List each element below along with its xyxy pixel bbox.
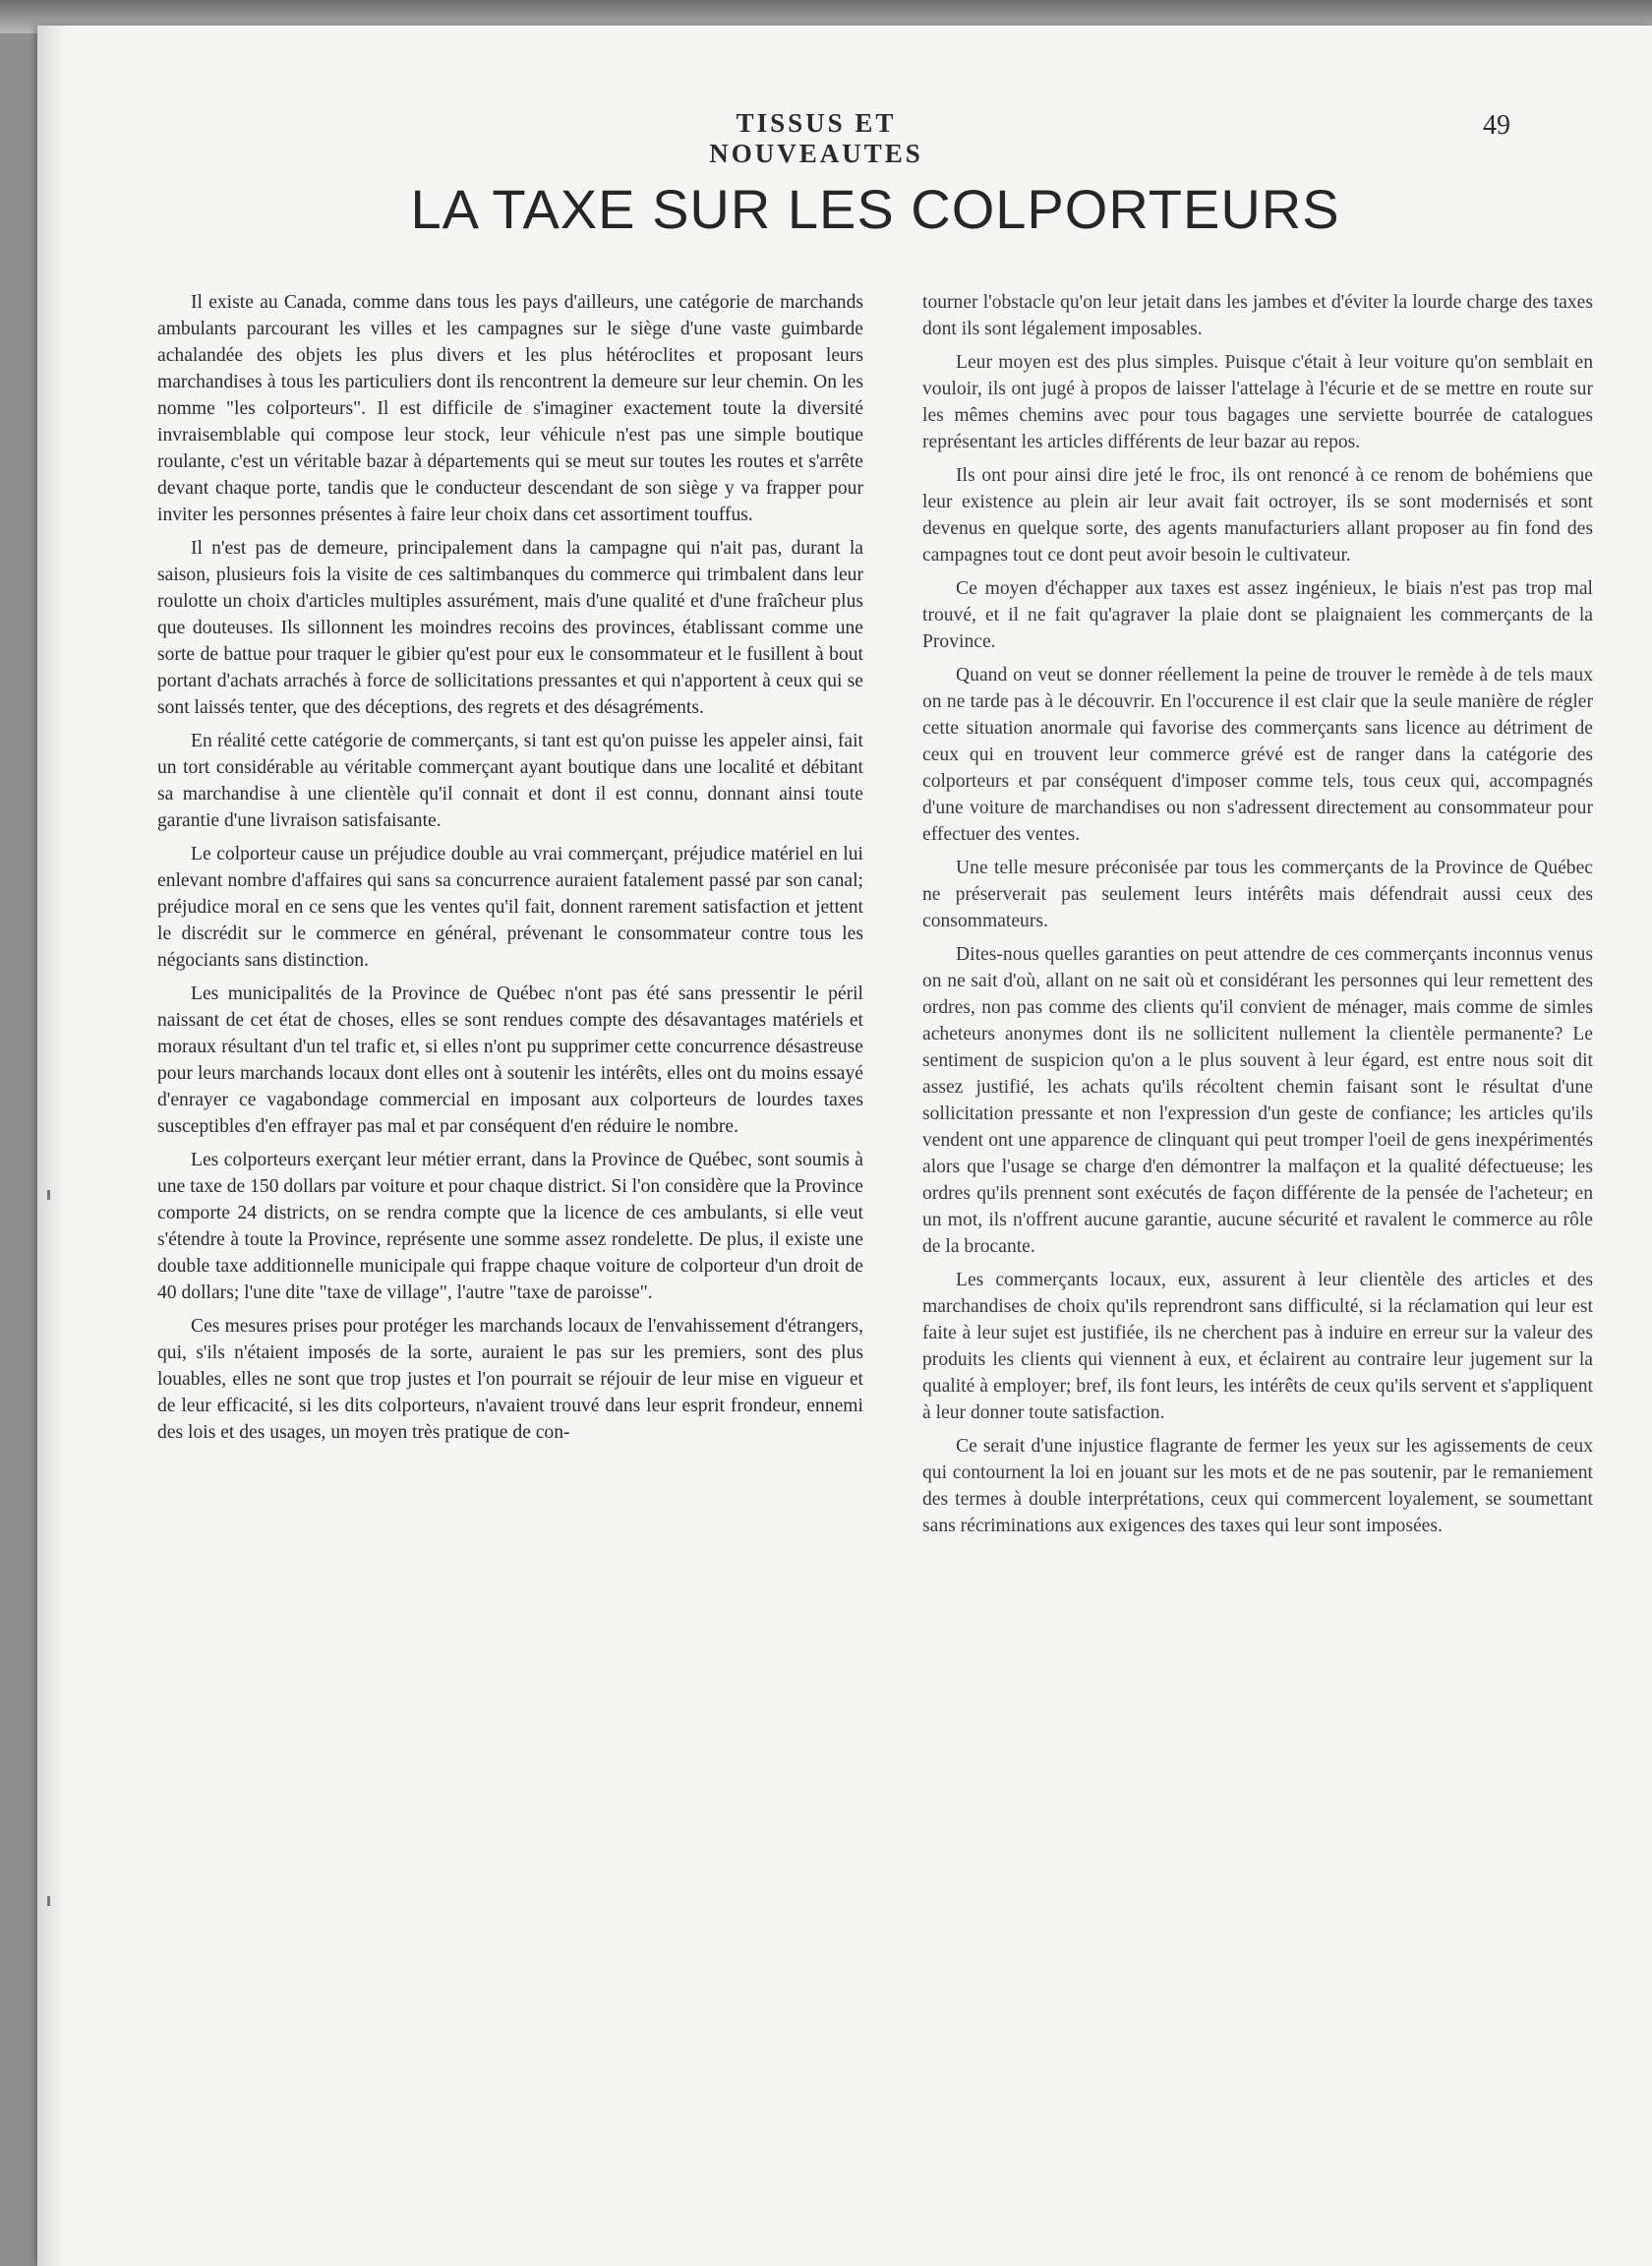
paragraph: Dites-nous quelles garanties on peut attendre de ces commerçants inconnus venus on ne sait d'où, allant on ne sait où et considérant les personnes qui leur remettent des ordres, non pas comme des clients qu'il convient de ménager, mais comme de simles acheteurs anonymes dont ils ne sollicitent nullement la clientèle permanente? Le sentiment de suspicion qu'on a le plus souvent à leur égard, est entre nous soit dit assez justifié, les achats qu'ils récoltent chemin faisant sont le résultat d'une sollicitation pressante et non l'expression d'un geste de confiance; les articles qu'ils vendent ont une apparence de clinquant qui peut tromper l'oeil de gens inexpérimentés alors que l'usage se charge d'en démontrer la malfaçon et la qualité défectueuse; les ordres qu'ils prennent sont exécutés de façon différente de la pensée de l'acheteur; en un mot, ils n'offrent aucune garantie, aucune sécurité et ravalent le commerce au rôle de la brocante. xyxy=(922,944,1593,1257)
paragraph: En réalité cette catégorie de commerçants, si tant est qu'on puisse les appeler ainsi, fait un tort considérable au véritable commerçant ayant boutique dans une localité et débitant sa marchandise à une clientèle qu'il connait et dont il est connu, donnant ainsi toute garantie d'une livraison satisfaisante. xyxy=(157,731,863,831)
page-gutter-shadow xyxy=(37,26,65,2266)
page-number: 49 xyxy=(1483,110,1510,141)
paragraph: Ils ont pour ainsi dire jeté le froc, ils ont renoncé à ce renom de bohémiens que leur existence au plein air leur avait fait octroyer, ils se sont modernisés et sont devenus en quelque sorte, des agents manufacturiers allant proposer au fin fond des campagnes tout ce dont peut avoir besoin le cultivateur. xyxy=(922,465,1593,566)
article-body xyxy=(157,289,1593,2236)
paragraph: Leur moyen est des plus simples. Puisque c'était à leur voiture qu'on semblait en vouloir, ils ont jugé à propos de laisser l'attelage à l'écurie et de se mettre en route sur les mêmes chemins avec pour tous bagages une serviette bourrée de catalogues représentant les articles différents de leur bazar au repos. xyxy=(922,352,1593,452)
paragraph: Il existe au Canada, comme dans tous les pays d'ailleurs, une catégorie de marchands ambulants parcourant les villes et les campagnes sur le siège d'une vaste guimbarde achalandée des objets les plus divers et les plus hétéroclites et proposant leurs marchandises à tous les particuliers dont ils rencontrent la demeure sur leur chemin. On les nomme "les colporteurs". Il est difficile de s'imaginer exactement toute la diversité invraisemblable qui compose leur stock, leur véhicule n'est pas une simple boutique roulante, c'est un véritable bazar à départements qui se meut sur toutes les routes et s'arrête devant chaque porte, tandis que le conducteur descendant de son siège y va frapper pour inviter les personnes présentes à faire leur choix dans cet assortiment touffus. xyxy=(157,292,863,525)
paragraph: Ces mesures prises pour protéger les marchands locaux de l'envahissement d'étrangers, qui, s'ils n'étaient imposés de la sorte, auraient le pas sur les premiers, sont des plus louables, elles ne sont que trop justes et l'on pourrait se réjouir de leur mise en vigueur et de leur efficacité, si les dits colporteurs, n'avaient trouvé dans leur esprit frondeur, ennemi des lois et des usages, un moyen très pratique de con- xyxy=(157,1316,863,1443)
paragraph: Les commerçants locaux, eux, assurent à leur clientèle des articles et des marchandises de choix qu'ils reprendront sans difficulté, si la réclamation qui leur est faite à leur sujet est justifiée, ils ne cherchent pas à induire en erreur sur la valeur des produits les clients qui viennent à eux, et éclairent au contraire leur jugement sur la qualité à employer; bref, ils font leurs, les intérêts de ceux qu'ils servent et s'appliquent à leur donner toute satisfaction. xyxy=(922,1270,1593,1423)
margin-mark xyxy=(47,1190,50,1200)
paragraph: Les municipalités de la Province de Québec n'ont pas été sans pressentir le péril naissant de cet état de choses, elles se sont rendues compte des désavantages matériels et moraux résultant d'un tel trafic et, si elles n'ont pu supprimer cette concurrence désastreuse pour leurs marchands locaux dont elles ont à soutenir les intérêts, elles ont du moins essayé d'enrayer ce vagabondage commercial en imposant aux colporteurs de lourdes taxes susceptibles d'en effrayer pas mal et par conséquent d'en réduire le nombre. xyxy=(157,984,863,1137)
paragraph: tourner l'obstacle qu'on leur jetait dans les jambes et d'éviter la lourde charge des taxes dont ils sont légalement imposables. xyxy=(922,292,1593,339)
article-title: LA TAXE SUR LES COLPORTEURS xyxy=(410,178,1340,240)
left-column xyxy=(157,289,863,2236)
margin-mark xyxy=(47,1896,50,1906)
paragraph: Ce moyen d'échapper aux taxes est assez ingénieux, le biais n'est pas trop mal trouvé, et il ne fait qu'agraver la plaie dont se plaignaient les commerçants de la Province. xyxy=(922,578,1593,652)
paragraph: Ce serait d'une injustice flagrante de fermer les yeux sur les agissements de ceux qui contournent la loi en jouant sur les mots et de ne pas soutenir, par le remaniement des termes à double interprétations, ceux qui commercent loyalement, se soumettant sans récriminations aux exigences des taxes qui leur sont imposées. xyxy=(922,1436,1593,1536)
right-column xyxy=(922,289,1593,2236)
paragraph: Quand on veut se donner réellement la peine de trouver le remède à de tels maux on ne tarde pas à le découvrir. En l'occurence il est clair que la seule manière de régler cette situation anormale qui favorise des commerçants sans licence au détriment de ceux qui en trouvent leur commerce grévé est de ranger dans la catégorie des colporteurs et par conséquent d'imposer comme tels, tous ceux qui, accompagnés d'une voiture de marchandises ou non s'adressent directement au consommateur pour effectuer des ventes. xyxy=(922,665,1593,845)
paragraph: Les colporteurs exerçant leur métier errant, dans la Province de Québec, sont soumis à une taxe de 150 dollars par voiture et pour chaque district. Si l'on considère que la Province comporte 24 districts, on se rendra compte que la licence de ces ambulants, si elle veut s'étendre à toute la Province, représente une somme assez rondelette. De plus, il existe une double taxe additionnelle municipale qui frappe chaque voiture de colporteur d'un droit de 40 dollars; l'une dite "taxe de village", l'autre "taxe de paroisse". xyxy=(157,1150,863,1303)
paragraph: Il n'est pas de demeure, principalement dans la campagne qui n'ait pas, durant la saison, plusieurs fois la visite de ces saltimbanques du commerce qui trimbalent dans leur roulotte un choix d'articles multiples assurément, mais d'une qualité et d'une fraîcheur plus que douteuses. Ils sillonnent les moindres recoins des provinces, établissant comme une sorte de battue pour traquer le gibier qu'est pour eux le consommateur et le fusillent à bout portant d'achats arrachés à force de sollicitations pressantes et qui n'apportent à ceux qui se sont laissés tenter, que des déceptions, des regrets et des désagréments. xyxy=(157,538,863,718)
paragraph: Le colporteur cause un préjudice double au vrai commerçant, préjudice matériel en lui enlevant nombre d'affaires qui sans sa concurrence auraient fatalement passé par son canal; préjudice moral en ce sens que les ventes qu'il fait, donnent rarement satisfaction et jettent le discrédit sur le commerce en général, prévenant le consommateur contre tous les négociants sans distinction. xyxy=(157,844,863,971)
paragraph: Une telle mesure préconisée par tous les commerçants de la Province de Québec ne préserverait pas seulement leurs intérêts mais défendrait aussi ceux des consommateurs. xyxy=(922,858,1593,931)
running-head: TISSUS ET NOUVEAUTES xyxy=(709,108,923,168)
